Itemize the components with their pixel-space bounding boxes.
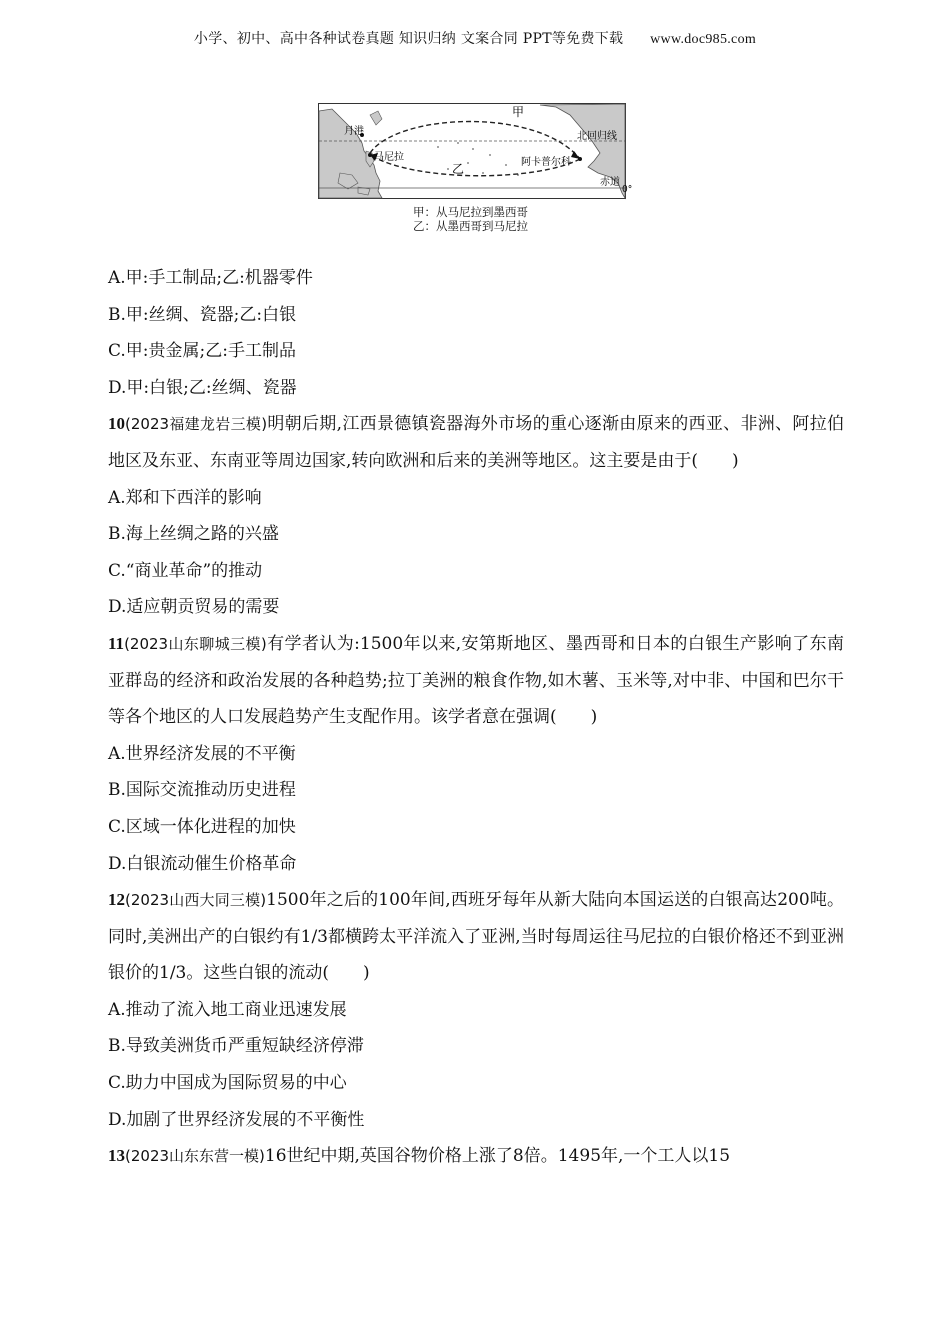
q9-option-b: B.甲:丝绸、瓷器;乙:白银	[108, 304, 297, 325]
header-site: www.doc985.com	[650, 32, 757, 47]
q13-text: 16世纪中期,英国谷物价格上涨了8倍。1495年,一个工人以15	[264, 1146, 731, 1167]
q11-source: (2023山东聊城三模)	[124, 634, 267, 653]
q9-option-a: A.甲:手工制品;乙:机器零件	[108, 268, 313, 288]
q12-text: 1500年之后的100年间,西班牙每年从新大陆向本国运送的白银高达200吨。同时,美洲出产的白银约有1/3都横跨太平洋流入了亚洲,当时每周运往马尼拉的白银价格还不到亚洲银价的1/3。这些白银的流动( )	[108, 890, 844, 984]
q10-source: (2023福建龙岩三模)	[125, 415, 268, 434]
q10-option-a: A.郑和下西洋的影响	[108, 487, 262, 508]
label-jia: 甲	[512, 105, 525, 119]
label-tropic: 北回归线	[577, 131, 617, 142]
question-13	[108, 1138, 844, 1175]
q9-option-d: D.甲:白银;乙:丝绸、瓷器	[108, 377, 297, 398]
q10-text: 明朝后期,江西景德镇瓷器海外市场的重心逐渐由原来的西亚、非洲、阿拉伯地区及东亚、东南亚等周边国家,转向欧洲和后来的美洲等地区。这主要是由于( )	[108, 414, 844, 471]
label-manila: 马尼拉	[374, 152, 404, 163]
legend-jia: 甲：从马尼拉到墨西哥	[413, 205, 528, 219]
map-legend	[413, 205, 528, 233]
q12-stem	[108, 882, 844, 992]
q11-option-b: B.国际交流推动历史进程	[108, 780, 296, 801]
q12-option-b: B.导致美洲货币严重短缺经济停滞	[108, 1036, 364, 1057]
q11-option-d: D.白银流动催生价格革命	[108, 853, 297, 874]
q10-stem	[108, 406, 844, 479]
q11-text: 有学者认为:1500年以来,安第斯地区、墨西哥和日本的白银生产影响了东南亚群岛的经济和政治发展的各种趋势;拉丁美洲的粮食作物,如木薯、玉米等,对中非、中国和巴尔干等各个地区的人口发展趋势产生支配作用。该学者意在强调( )	[108, 633, 844, 728]
question-10	[108, 406, 844, 626]
q12-option-a: A.推动了流入地工商业迅速发展	[108, 999, 347, 1020]
q12-option-d: D.加剧了世界经济发展的不平衡性	[108, 1109, 365, 1130]
page-header	[0, 28, 950, 48]
legend-yi: 乙：从墨西哥到马尼拉	[413, 219, 528, 233]
header-text: 小学、初中、高中各种试卷真题 知识归纳 文案合同 PPT等免费下载	[193, 31, 624, 47]
q12-number: 12	[108, 890, 125, 910]
label-equator: 赤道	[600, 177, 620, 188]
q13-number: 13	[108, 1146, 125, 1166]
q13-stem	[108, 1138, 844, 1175]
q11-option-a: A.世界经济发展的不平衡	[108, 743, 296, 764]
label-yi: 乙	[452, 162, 465, 176]
label-yuegang: 月港	[344, 126, 364, 137]
q10-number: 10	[108, 414, 125, 434]
q10-option-c: C.“商业革命”的推动	[108, 560, 263, 581]
q12-source: (2023山西大同三模)	[125, 891, 267, 910]
q9-option-c: C.甲:贵金属;乙:手工制品	[108, 341, 296, 362]
question-11	[108, 626, 844, 882]
q11-number: 11	[108, 633, 125, 653]
label-zero-degree: 0°	[622, 185, 633, 195]
q10-option-b: B.海上丝绸之路的兴盛	[108, 524, 279, 545]
question-content	[108, 260, 844, 1175]
q12-option-c: C.助力中国成为国际贸易的中心	[108, 1073, 347, 1094]
q10-option-d: D.适应朝贡贸易的需要	[108, 597, 280, 618]
q11-stem	[108, 626, 844, 736]
trade-route-map	[318, 103, 633, 203]
q11-option-c: C.区域一体化进程的加快	[108, 816, 296, 837]
question-12	[108, 882, 844, 1138]
q13-source: (2023山东东营一模)	[125, 1147, 265, 1166]
label-acapulco: 阿卡普尔科	[521, 157, 571, 168]
map-figure	[318, 103, 633, 203]
q9-options	[108, 260, 844, 406]
